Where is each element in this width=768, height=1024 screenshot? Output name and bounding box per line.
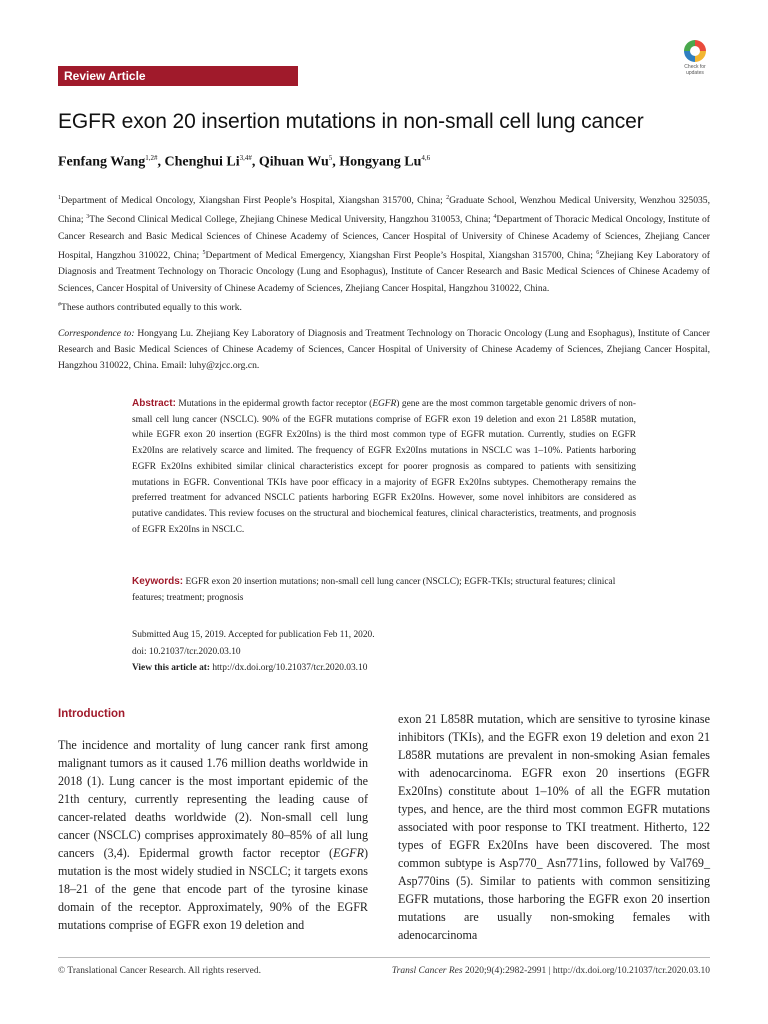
author-affiliation-sup: 4,6 xyxy=(421,154,431,162)
correspondence xyxy=(58,326,710,375)
author-name: Fenfang Wang xyxy=(58,154,146,170)
footer-citation-text[interactable]: 2020;9(4):2982-2991 | http://dx.doi.org/10.21037/tcr.2020.03.10 xyxy=(462,966,710,976)
abstract-text: Mutations in the epidermal growth factor receptor ( xyxy=(175,399,373,409)
affiliation-sup: 2 xyxy=(446,195,450,201)
affiliation-text: Zhejiang Key Laboratory of Diagnosis and Treatment Technology on Thoracic Oncology (Lung and Esophagus), Institute of Cancer Research and Basic Medical Sciences of Chinese Academy of Sciences, Cancer Hospital of University of Chinese Academy of Sciences, Zhejiang Cancer Hospital, Hangzhou 310022, China. xyxy=(58,250,710,294)
affiliation-text: Graduate School, Wenzhou Medical University, Wenzhou 325035, China; xyxy=(58,195,710,226)
author-affiliation-sup: 3,4# xyxy=(239,154,252,162)
author-name: Qihuan Wu xyxy=(258,154,329,170)
correspondence-label: Correspondence to: xyxy=(58,328,135,339)
affiliation-sup: 1 xyxy=(58,195,61,201)
affiliation-text: The Second Clinical Medical College, Zhejiang Chinese Medical University, Hangzhou 310053, China; xyxy=(89,214,494,226)
contribution-note: These authors contributed equally to this work. xyxy=(61,301,242,313)
body-column-right xyxy=(398,710,710,944)
affiliation-text: Department of Thoracic Medical Oncology, Institute of Cancer Research and Basic Medical Sciences of Chinese Academy of Sciences, Cancer Hospital of University of Chinese Academy of Sciences, Zhejiang Cancer Hospital, Hangzhou 310022, China; xyxy=(58,214,711,262)
contribution-sup: # xyxy=(58,301,61,308)
affiliations xyxy=(58,190,710,316)
keywords xyxy=(132,574,636,606)
article-title: EGFR exon 20 insertion mutations in non-small cell lung cancer xyxy=(58,110,644,133)
view-article-link[interactable]: http://dx.doi.org/10.21037/tcr.2020.03.10 xyxy=(210,663,368,673)
check-for-updates-label: Check for updates xyxy=(684,64,706,76)
footer-citation xyxy=(350,966,710,976)
abstract-gene-italic: EGFR xyxy=(372,399,397,409)
body-text: ) mutation is the most widely studied in NSCLC; it targets exons 18–21 of the gene that encode part of the tyrosine kinase domain of the receptor. Approximately, 90% of the EGFR mutations comprise of EGFR exon 19 deletion and xyxy=(58,846,368,932)
footer-journal: Transl Cancer Res xyxy=(391,966,463,976)
author-affiliation-sup: 1,2# xyxy=(145,154,158,162)
affiliation-sup: 3 xyxy=(86,214,90,221)
body-text: The incidence and mortality of lung cancer rank first among malignant tumors as it caused 1.76 million deaths worldwide in 2018 (1). Lung cancer is the most important epidemic of the 21th century, currently representing the leading cause of cancer-related deaths worldwide (2). Non-small cell lung cancer (NSCLC) comprises approximately 80–85% of all lung cancers (3,4). Epidermal growth factor receptor ( xyxy=(58,738,368,860)
keywords-text: EGFR exon 20 insertion mutations; non-small cell lung cancer (NSCLC); EGFR-TKIs; structural features; clinical features; treatment; prognosis xyxy=(132,577,616,603)
author-name: Hongyang Lu xyxy=(339,154,422,170)
affiliation-sup: 5 xyxy=(202,249,206,256)
gene-italic: EGFR xyxy=(333,846,364,860)
article-meta xyxy=(132,627,636,677)
abstract xyxy=(132,396,636,538)
body-text: exon 21 L858R mutation, which are sensitive to tyrosine kinase inhibitors (TKIs), and the EGFR exon 19 deletion and exon 21 L858R mutations are prevalent in non-smoking Asian females with adenocarcinoma. EGFR exon 20 insertions (EGFR Ex20Ins) constitute about 1–10% of all the EGFR mutation types, and hence, are the third most common EGFR mutations associated with poor response to TKI treatment. Hitherto, 122 types of EGFR Ex20Ins have been discovered. The most common subtype is Asp770_ Asn771ins, followed by Val769_ Asp770ins (5). Similar to patients with common sensitizing EGFR mutations, those harboring the EGFR exon 20 insertion mutations are usually non-smoking females with adenocarcinoma xyxy=(398,712,710,942)
abstract-text: ) gene are the most common targetable genomic drivers of non-small cell lung cancer (NSCLC). 90% of the EGFR mutations comprise of EGFR exon 19 deletion and exon 21 L858R mutation, while EGFR exon 20 insertion (EGFR Ex20Ins) is the third most common type of EGFR mutation. Currently, studies on EGFR Ex20Ins are relatively scarce and limited. The frequency of EGFR Ex20Ins mutations in NSCLC was 1–10%. Patients harboring EGFR Ex20Ins exhibited similar clinical characteristics except for poorer prognosis as compared to patients with sensitizing mutations in EGFR. Conventional TKIs have poor efficacy in a majority of EGFR Ex20Ins subtypes. Chemotherapy remains the preferred treatment for advanced NSCLC patients harboring EGFR Ex20Ins. However, some novel inhibitors are considered as putative candidates. This review focuses on the structural and biochemical features, clinical characteristics, treatments, and prognosis of EGFR Ex20Ins in NSCLC. xyxy=(132,399,636,535)
check-for-updates-button[interactable] xyxy=(678,40,712,84)
footer-copyright: © Translational Cancer Research. All rights reserved. xyxy=(58,966,261,976)
abstract-label: Abstract: xyxy=(132,398,176,409)
affiliation-sup: 6 xyxy=(596,249,600,256)
view-article-label: View this article at: xyxy=(132,663,211,673)
article-type-badge: Review Article xyxy=(58,66,298,86)
check-for-updates-icon xyxy=(684,40,706,62)
submission-dates: Submitted Aug 15, 2019. Accepted for publication Feb 11, 2020. xyxy=(132,630,375,640)
affiliation-text: Department of Medical Emergency, Xiangshan First People’s Hospital, Xiangshan 315700, China; xyxy=(205,250,597,262)
keywords-label: Keywords: xyxy=(132,576,184,587)
author-name: Chenghui Li xyxy=(164,154,240,170)
author-list: Fenfang Wang$^{1,2\#}$, Chenghui $Li^{3,4\#}$, Qihuan Wu$^5$, Hongyang Lu$^{4,6}$ xyxy=(58,154,431,170)
footer-divider xyxy=(58,957,710,958)
section-heading-introduction: Introduction xyxy=(58,708,126,720)
body-column-left xyxy=(58,736,368,934)
correspondence-text: Hongyang Lu. Zhejiang Key Laboratory of Diagnosis and Treatment Technology on Thoracic Oncology (Lung and Esophagus), Institute of Cancer Research and Basic Medical Sciences of Chinese Academy of Sciences, Cancer Hospital of University of Chinese Academy of Sciences, Zhejiang Cancer Hospital, Hangzhou 310022, China. Email: luhy@zjcc.org.cn. xyxy=(58,328,710,372)
affiliation-text: Department of Medical Oncology, Xiangshan First People’s Hospital, Xiangshan 315700, China; xyxy=(61,195,447,207)
doi-text: doi: 10.21037/tcr.2020.03.10 xyxy=(132,646,241,657)
view-article-line xyxy=(132,660,636,677)
author-affiliation-sup: 5 xyxy=(328,154,333,162)
affiliation-sup: 4 xyxy=(493,214,497,221)
